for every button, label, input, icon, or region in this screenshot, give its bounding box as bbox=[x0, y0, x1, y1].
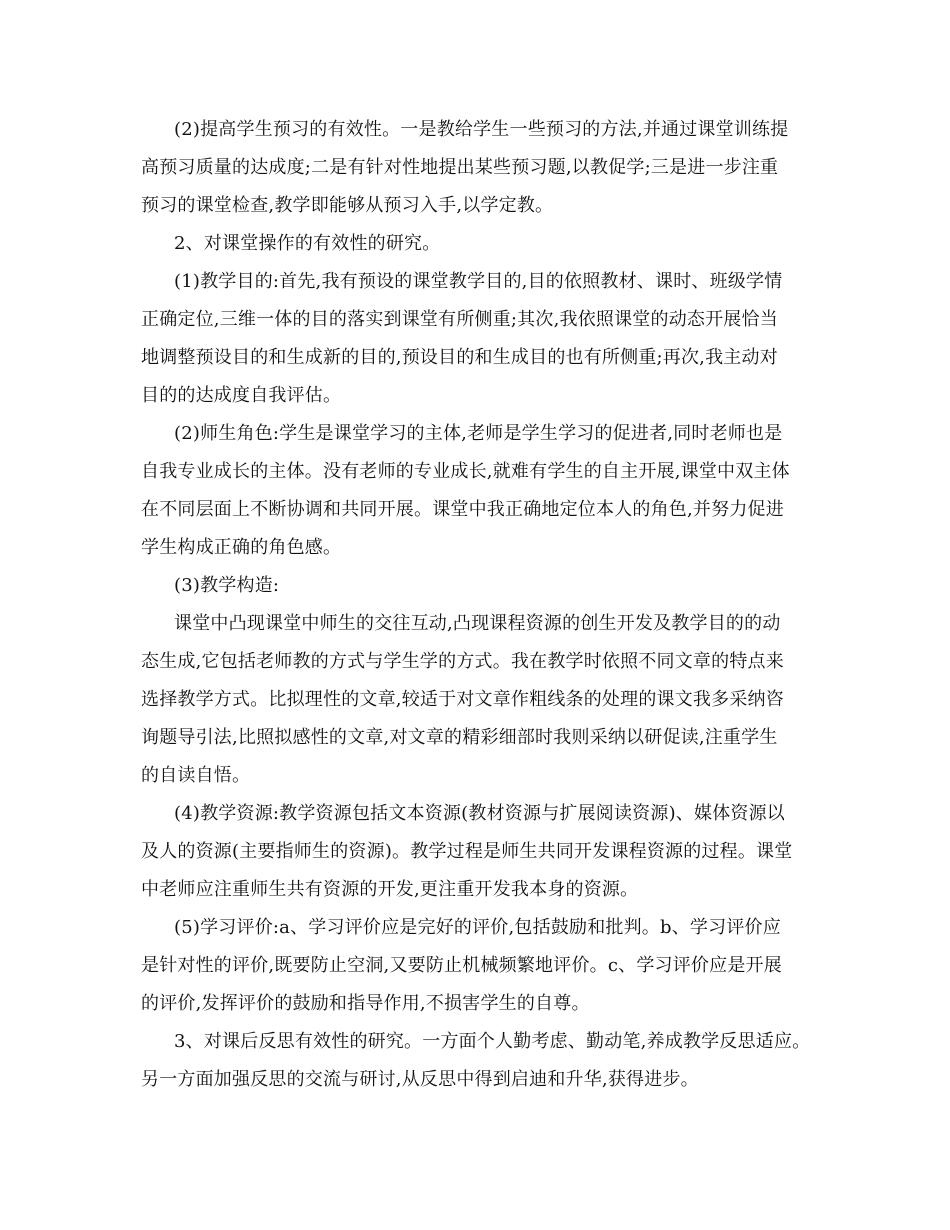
paragraph-line: 高预习质量的达成度;二是有针对性地提出某些预习题,以教促学;三是进一步注重 bbox=[141, 157, 779, 178]
paragraph-line: 自我专业成长的主体。没有老师的专业成长,就难有学生的自主开展,课堂中双主体 bbox=[141, 461, 790, 482]
paragraph-line: (4)教学资源:教学资源包括文本资源(教材资源与扩展阅读资源)、媒体资源以 bbox=[174, 803, 786, 824]
paragraph-line: (3)教学构造: bbox=[174, 575, 280, 596]
paragraph-line: 预习的课堂检查,教学即能够从预习入手,以学定教。 bbox=[141, 195, 554, 216]
paragraph-line: 中老师应注重师生共有资源的开发,更注重开发我本身的资源。 bbox=[141, 879, 639, 900]
paragraph-line: 询题导引法,比照拟感性的文章,对文章的精彩细部时我则采纳以研促读,注重学生 bbox=[141, 727, 778, 748]
paragraph-line: 课堂中凸现课堂中师生的交往互动,凸现课程资源的创生开发及教学目的的动 bbox=[174, 613, 781, 634]
paragraph-line: 态生成,它包括老师教的方式与学生学的方式。我在教学时依照不同文章的特点来 bbox=[141, 651, 784, 672]
section-heading: 3、对课后反思有效性的研究。一方面个人勤考虑、勤动笔,养成教学反思适应。 bbox=[174, 1031, 811, 1052]
paragraph-line: 及人的资源(主要指师生的资源)。教学过程是师生共同开发课程资源的过程。课堂 bbox=[141, 841, 793, 862]
paragraph-line: 学生构成正确的角色感。 bbox=[141, 537, 342, 558]
paragraph-line: 选择教学方式。比拟理性的文章,较适于对文章作粗线条的处理的课文我多采纳咨 bbox=[141, 689, 784, 710]
section-heading: 2、对课堂操作的有效性的研究。 bbox=[174, 233, 441, 254]
paragraph-line: (1)教学目的:首先,我有预设的课堂教学目的,目的依照教材、课时、班级学情 bbox=[174, 271, 783, 292]
paragraph-line: 另一方面加强反思的交流与研讨,从反思中得到启迪和升华,获得进步。 bbox=[141, 1069, 699, 1090]
paragraph-line: 在不同层面上不断协调和共同开展。课堂中我正确地定位本人的角色,并努力促进 bbox=[141, 499, 784, 520]
paragraph-line: (2)提高学生预习的有效性。一是教给学生一些预习的方法,并通过课堂训练提 bbox=[174, 119, 789, 140]
paragraph-line: 是针对性的评价,既要防止空洞,又要防止机械频繁地评价。c、学习评价应是开展 bbox=[141, 955, 782, 976]
paragraph-line: 正确定位,三维一体的目的落实到课堂有所侧重;其次,我依照课堂的动态开展恰当 bbox=[141, 309, 778, 330]
paragraph-line: 地调整预设目的和生成新的目的,预设目的和生成目的也有所侧重;再次,我主动对 bbox=[141, 347, 778, 368]
paragraph-line: (2)师生角色:学生是课堂学习的主体,老师是学生学习的促进者,同时老师也是 bbox=[174, 423, 783, 444]
paragraph-line: (5)学习评价:a、学习评价应是完好的评价,包括鼓励和批判。b、学习评价应 bbox=[174, 917, 781, 938]
paragraph-line: 的自读自悟。 bbox=[141, 765, 251, 786]
paragraph-line: 目的的达成度自我评估。 bbox=[141, 385, 342, 406]
paragraph-line: 的评价,发挥评价的鼓励和指导作用,不损害学生的自尊。 bbox=[141, 993, 590, 1014]
